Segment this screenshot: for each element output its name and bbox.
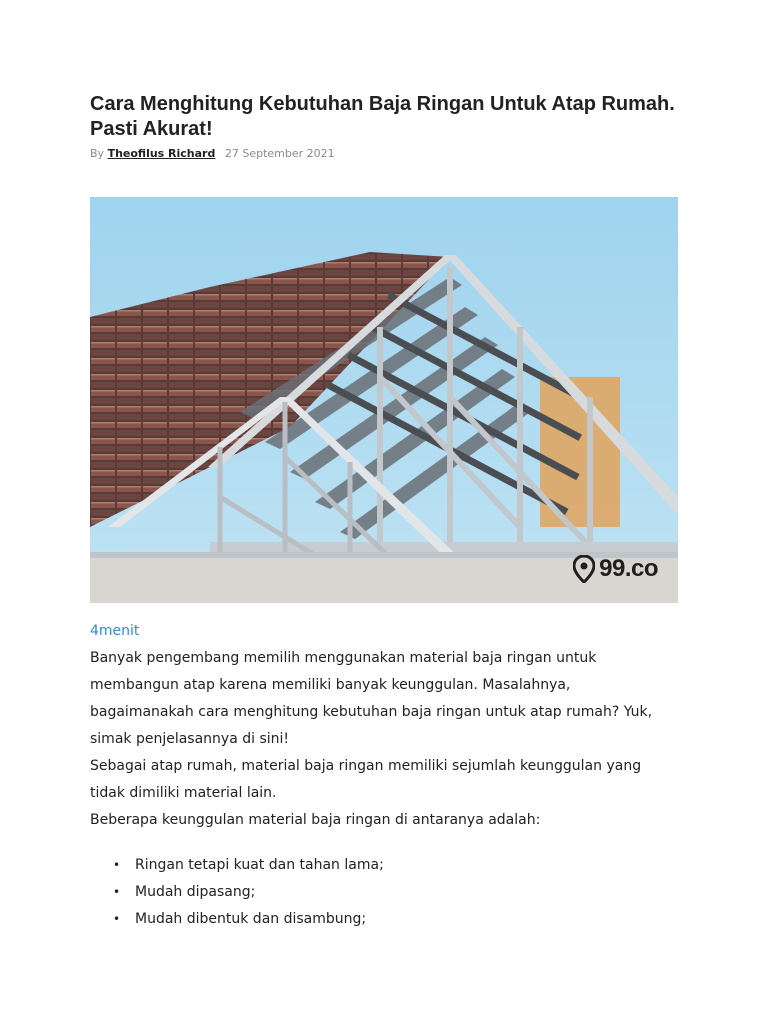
list-item: • Ringan tetapi kuat dan tahan lama; [113,857,384,873]
read-time: 4menit [90,623,140,639]
logo-text: 99.co [599,555,658,582]
article-meta [90,146,678,162]
location-pin-icon [573,555,595,583]
advantages-list [90,852,678,933]
roof-truss-photo [90,197,678,603]
paragraph-intro: Banyak pengembang memilih menggunakan material baja ringan untuk membangun atap karena memiliki banyak keunggulan. Masalahnya, bagaimanakah cara menghitung kebutuhan baja ringan untuk atap rumah? Yuk, simak penjelasannya di sini! [90,650,653,747]
article [90,92,678,933]
by-label: By [90,147,105,160]
brand-logo [573,555,658,583]
publish-date: 27 September 2021 [224,147,335,160]
hero-image [90,197,678,603]
article-title: Cara Menghitung Kebutuhan Baja Ringan Untuk Atap Rumah. Pasti Akurat! [90,93,675,140]
list-item: • Mudah dibentuk dan disambung; [113,911,367,927]
paragraph-advantages-intro: Sebagai atap rumah, material baja ringan memiliki sejumlah keunggulan yang tidak dimiliki material lain. [90,758,642,801]
paragraph-list-lead: Beberapa keunggulan material baja ringan di antaranya adalah: [90,812,541,828]
list-item: • Mudah dipasang; [113,884,256,900]
author-link[interactable]: Theofilus Richard [107,147,216,160]
